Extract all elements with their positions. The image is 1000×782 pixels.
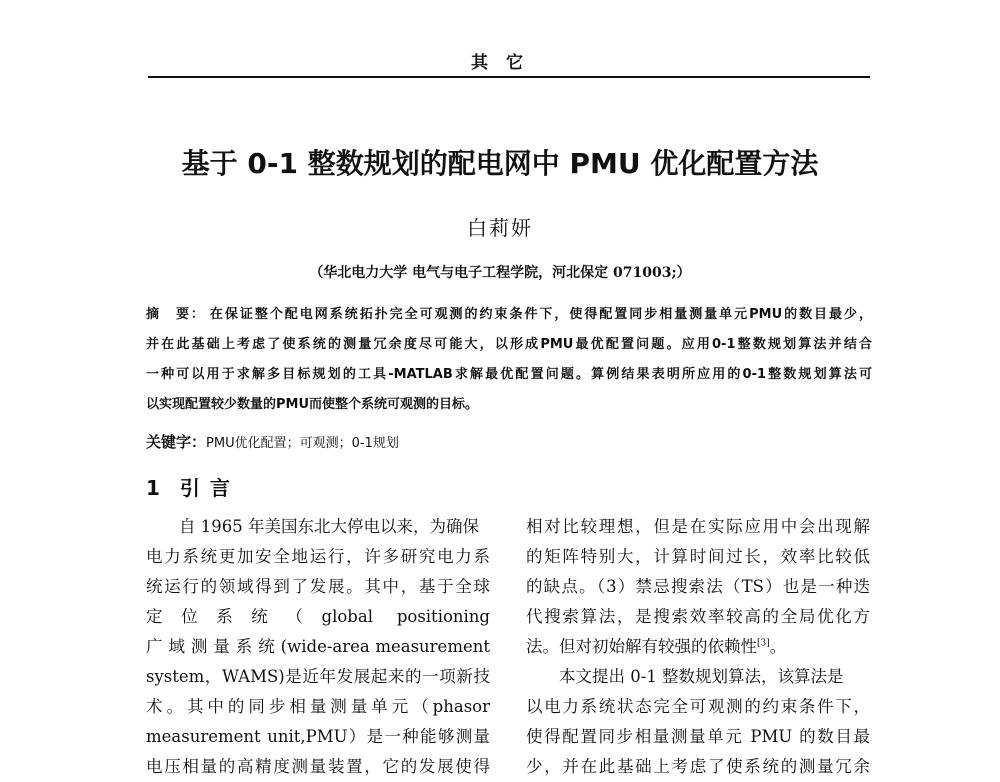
paper-title: 基于 0-1 整数规划的配电网中 PMU 优化配置方法 (181, 147, 819, 180)
section-heading (146, 472, 240, 501)
section-number: 1 (146, 476, 160, 500)
body-line: 自 1965 年美国东北大停电以来，为确保 (146, 517, 479, 536)
running-header: 其 它 (471, 53, 529, 73)
body-line: 使得配置同步相量测量单元 PMU 的数目最 (526, 727, 870, 746)
keywords (146, 432, 872, 454)
body-text: 法。但对初始解有较强的依赖性 (526, 637, 757, 656)
author-affiliation: （华北电力大学 电气与电子工程学院，河北保定 071003;） (309, 265, 691, 281)
abstract-line (146, 302, 872, 332)
body-line: 代搜索算法，是搜索效率较高的全局优化方 (526, 607, 870, 626)
citation-ref: [3] (757, 638, 770, 649)
abstract-line: 并在此基础上考虑了使系统的测量冗余度尽可能大，以形成PMU最优配置问题。应用0-1整数规划算法并结合 (146, 337, 872, 352)
body-text: 。 (769, 637, 787, 656)
body-line: 电力系统更加安全地运行，许多研究电力系 (146, 547, 490, 566)
body-line: 统运行的领域得到了发展。其中，基于全球 (146, 577, 490, 596)
section-title: 引言 (179, 476, 240, 500)
body-line: 的矩阵特别大，计算时间过长，效率比较低 (526, 547, 870, 566)
body-line: system，WAMS)是近年发展起来的一项新技 (146, 667, 490, 686)
body-line (526, 632, 870, 662)
abstract-line: 以实现配置较少数量的PMU而使整个系统可观测的目标。 (146, 397, 479, 412)
body-line: 相对比较理想，但是在实际应用中会出现解 (526, 517, 870, 536)
abstract (146, 302, 872, 422)
author-name: 白莉妍 (467, 216, 533, 240)
body-line: 以电力系统状态完全可观测的约束条件下， (526, 697, 870, 716)
keywords-label: 关键字： (146, 433, 207, 451)
left-column (146, 512, 490, 782)
body-line: 定位系统（global positioning (146, 607, 490, 626)
body-line: 本文提出 0-1 整数规划算法，该算法是 (526, 667, 844, 686)
abstract-label: 摘 要： (146, 307, 206, 322)
body-line: measurement unit,PMU）是一种能够测量 (146, 727, 490, 746)
body-line: 少，并在此基础上考虑了使系统的测量冗余 (526, 757, 870, 776)
abstract-text: 在保证整个配电网系统拓扑完全可观测的约束条件下，使得配置同步相量测量单元PMU的数目最少， (209, 307, 872, 322)
keywords-text: PMU优化配置；可观测；0-1规划 (206, 436, 399, 451)
body-line: 术。其中的同步相量测量单元（phasor (146, 697, 490, 716)
body-line: 的缺点。（3）禁忌搜索法（TS）也是一种迭 (526, 577, 870, 596)
body-line: 电压相量的高精度测量装置，它的发展使得 (146, 757, 490, 776)
header-rule (148, 76, 870, 78)
right-column (526, 512, 870, 782)
abstract-line: 一种可以用于求解多目标规划的工具-MATLAB求解最优配置问题。算例结果表明所应用的0-1整数规划算法可 (146, 367, 872, 382)
body-line: 广 域 测 量 系 统 (wide-area measurement (146, 637, 490, 656)
